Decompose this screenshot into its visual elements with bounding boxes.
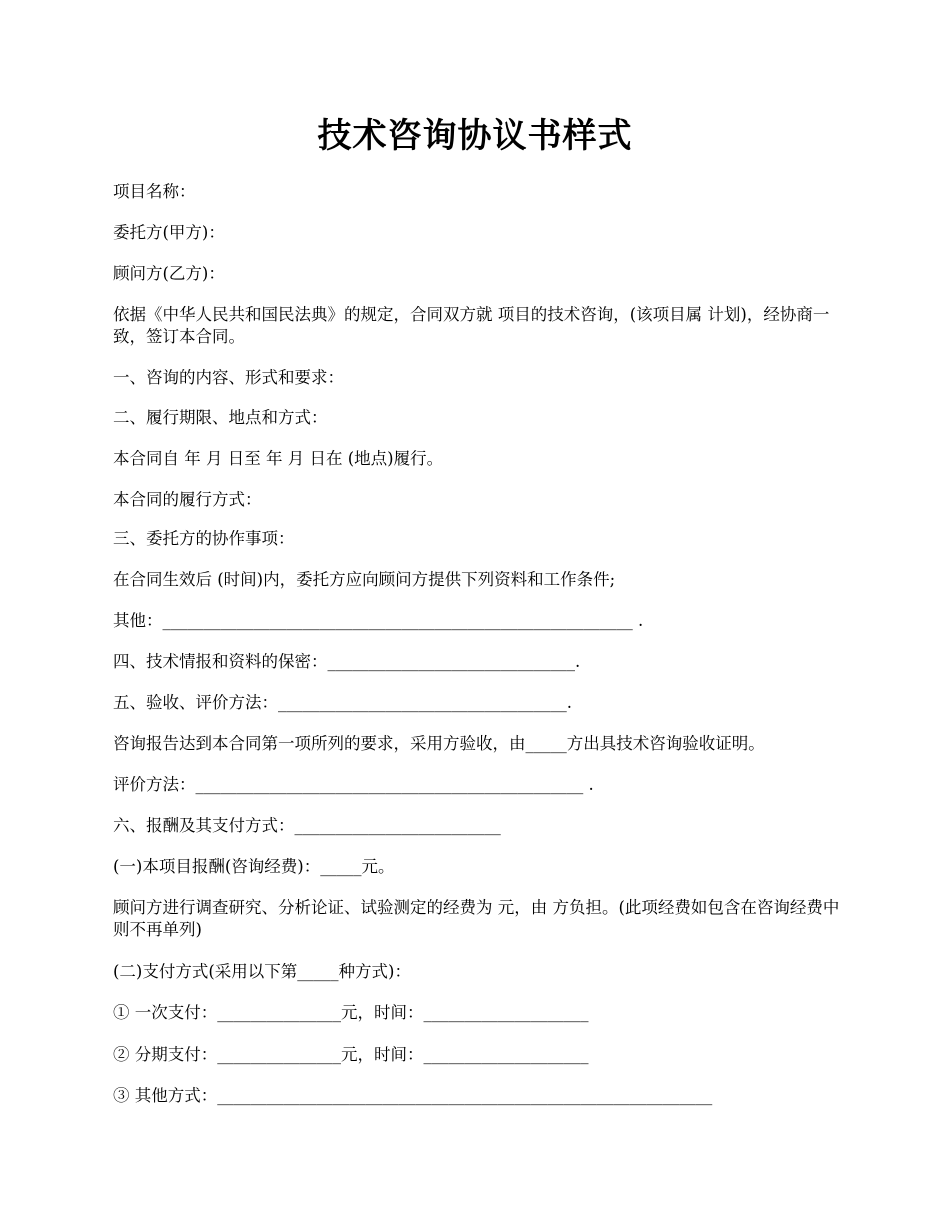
section-1-heading: 一、咨询的内容、形式和要求： (113, 368, 344, 387)
acceptance-line: 咨询报告达到本合同第一项所列的要求，采用方验收，由_____方出具技术咨询验收证明。 (113, 734, 765, 753)
other-line: 其他：_________________________________________________________ . (113, 611, 644, 630)
research-cost-paragraph: 顾问方进行调查研究、分析论证、试验测定的经费为 元，由 方负担。(此项经费如包含在咨询经费中则不再单列) (113, 898, 840, 939)
client-line: 委托方(甲方)： (113, 223, 225, 242)
materials-line: 在合同生效后 (时间)内，委托方应向顾问方提供下列资料和工作条件; (113, 570, 616, 589)
term-line: 本合同自 年 月 日至 年 月 日在 (地点)履行。 (113, 449, 444, 468)
other-method-line: ③ 其他方式：____________________________________________________________ (113, 1086, 713, 1105)
section-6-heading: 六、报酬及其支付方式：_________________________ (113, 816, 501, 835)
section-4-heading: 四、技术情报和资料的保密：______________________________. (113, 652, 581, 671)
consultant-line: 顾问方(乙方)： (113, 264, 225, 283)
project-name-line: 项目名称： (113, 182, 196, 201)
method-line: 本合同的履行方式： (113, 490, 262, 509)
evaluation-line: 评价方法：_______________________________________________ . (113, 775, 594, 794)
preamble-paragraph: 依据《中华人民共和国民法典》的规定，合同双方就 项目的技术咨询，(该项目属 计划)，经协商一致，签订本合同。 (113, 305, 830, 346)
section-2-heading: 二、履行期限、地点和方式： (113, 408, 328, 427)
payment-method-line: (二)支付方式(采用以下第_____种方式)： (113, 962, 411, 981)
fee-line: (一)本项目报酬(咨询经费)：_____元。 (113, 857, 395, 876)
section-3-heading: 三、委托方的协作事项： (113, 529, 295, 548)
installments-line: ② 分期支付：_______________元，时间：____________________ (113, 1045, 589, 1064)
document-title: 技术咨询协议书样式 (317, 116, 633, 156)
section-5-heading: 五、验收、评价方法：___________________________________. (113, 693, 572, 712)
lump-sum-line: ① 一次支付：_______________元，时间：____________________ (113, 1003, 589, 1022)
